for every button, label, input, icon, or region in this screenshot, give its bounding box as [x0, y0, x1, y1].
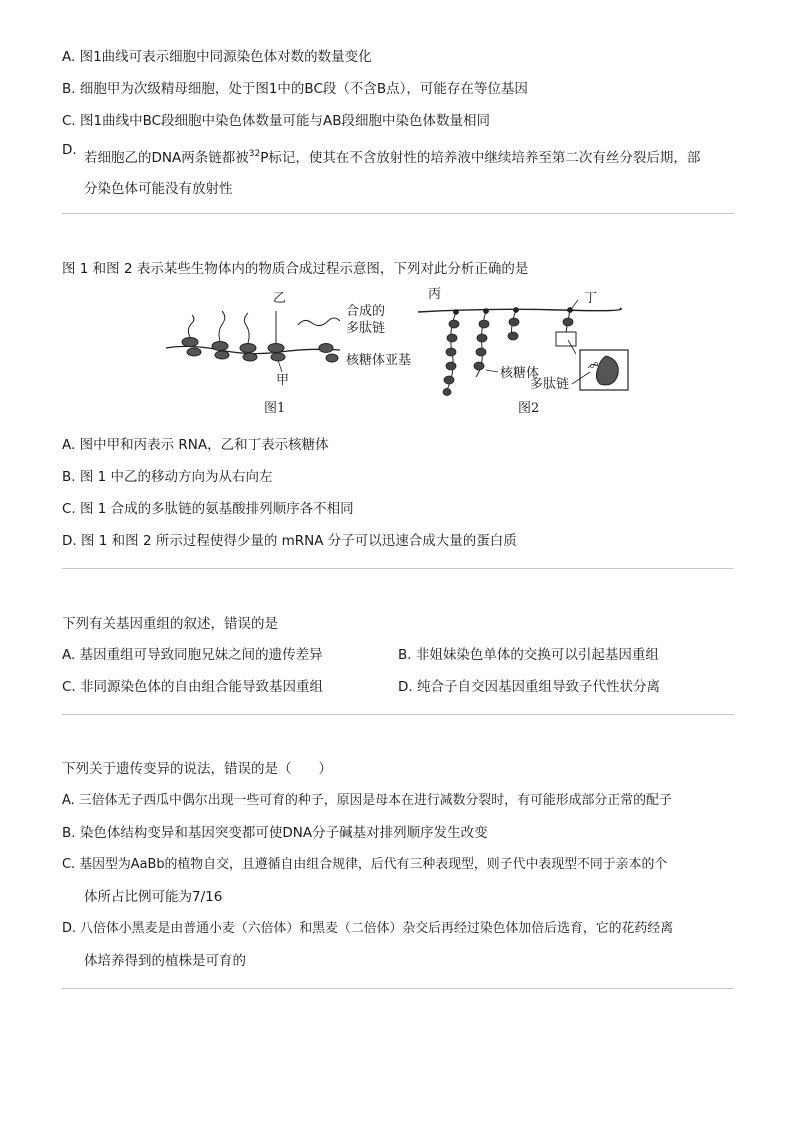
q4-stem: 下列关于遗传变异的说法，错误的是（ ） — [62, 761, 332, 777]
q3-option-a: A. 基因重组可导致同胞兄妹之间的遗传差异 — [62, 647, 323, 663]
q1-option-d-text-pre: 若细胞乙的DNA两条链都被 — [84, 150, 249, 166]
fig2-label-ribosome: 核糖体 — [500, 366, 540, 381]
fig2-caption: 图2 — [518, 401, 540, 416]
q3-option-c: C. 非同源染色体的自由组合能导致基因重组 — [62, 679, 324, 695]
fig1-ribosomes — [182, 338, 285, 362]
fig1-caption: 图1 — [264, 401, 286, 416]
q1-option-d — [84, 146, 700, 166]
q2-option-d: D. 图 1 和图 2 所示过程使得少量的 mRNA 分子可以迅速合成大量的蛋白质 — [62, 533, 517, 549]
q1-option-d-label: D. — [62, 142, 77, 158]
q1-option-d-superscript: 32 — [248, 149, 261, 159]
q4-option-b: B. 染色体结构变异和基因突变都可使DNA分子碱基对排列顺序发生改变 — [62, 825, 488, 841]
q2-option-a: A. 图中甲和丙表示 RNA，乙和丁表示核糖体 — [62, 437, 329, 453]
q2-option-b: B. 图 1 中乙的移动方向为从右向左 — [62, 469, 273, 485]
fig1-label-jia: 甲 — [276, 373, 290, 388]
q2-stem: 图 1 和图 2 表示某些生物体内的物质合成过程示意图，下列对此分析正确的是 — [62, 261, 529, 277]
q4-option-d: D. 八倍体小黑麦是由普通小麦（六倍体）和黑麦（二倍体）杂交后再经过染色体加倍后选育，它的花药经离 — [62, 921, 674, 936]
fig1-label-peptide-1: 合成的 — [346, 304, 386, 319]
q1-option-d-line2: 分染色体可能没有放射性 — [84, 181, 233, 197]
q2-figure — [160, 280, 640, 420]
fig2-label-peptide: 多肽链 — [530, 377, 570, 392]
separator — [62, 568, 734, 569]
q1-option-d-text-post: P标记，使其在不含放射性的培养液中继续培养至第二次有丝分裂后期，部 — [260, 150, 701, 166]
fig1-label-peptide-2: 多肽链 — [346, 321, 386, 336]
fig2-label-bing: 丙 — [428, 287, 442, 302]
q4-option-c-line2: 体所占比例可能为7/16 — [84, 889, 223, 905]
fig2-label-ding: 丁 — [584, 291, 598, 306]
separator — [62, 988, 734, 989]
q1-option-b: B. 细胞甲为次级精母细胞，处于图1中的BC段（不含B点），可能存在等位基因 — [62, 81, 528, 97]
fig2-dna-strand — [418, 308, 621, 312]
q3-option-b: B. 非姐妹染色单体的交换可以引起基因重组 — [398, 647, 659, 663]
q4-option-d-line2: 体培养得到的植株是可育的 — [84, 953, 246, 969]
q3-stem: 下列有关基因重组的叙述，错误的是 — [62, 616, 278, 632]
q1-option-c: C. 图1曲线中BC段细胞中染色体数量可能与AB段细胞中染色体数量相同 — [62, 113, 491, 129]
q4-option-a: A. 三倍体无子西瓜中偶尔出现一些可育的种子，原因是母本在进行减数分裂时，有可能形成部分正常的配子 — [62, 793, 672, 808]
separator — [62, 714, 734, 715]
q4-option-c: C. 基因型为AaBb的植物自交，且遵循自由组合规律，后代有三种表现型，则子代中表现型不同于亲本的个 — [62, 857, 668, 872]
fig1-label-subunit: 核糖体亚基 — [346, 353, 412, 368]
fig1-label-yi: 乙 — [273, 291, 287, 306]
q2-option-c: C. 图 1 合成的多肽链的氨基酸排列顺序各不相同 — [62, 501, 354, 517]
q3-option-d: D. 纯合子自交因基因重组导致子代性状分离 — [398, 679, 660, 695]
separator — [62, 213, 734, 214]
fig1-peptides — [188, 311, 276, 343]
q1-option-a: A. 图1曲线可表示细胞中同源染色体对数的数量变化 — [62, 49, 372, 65]
